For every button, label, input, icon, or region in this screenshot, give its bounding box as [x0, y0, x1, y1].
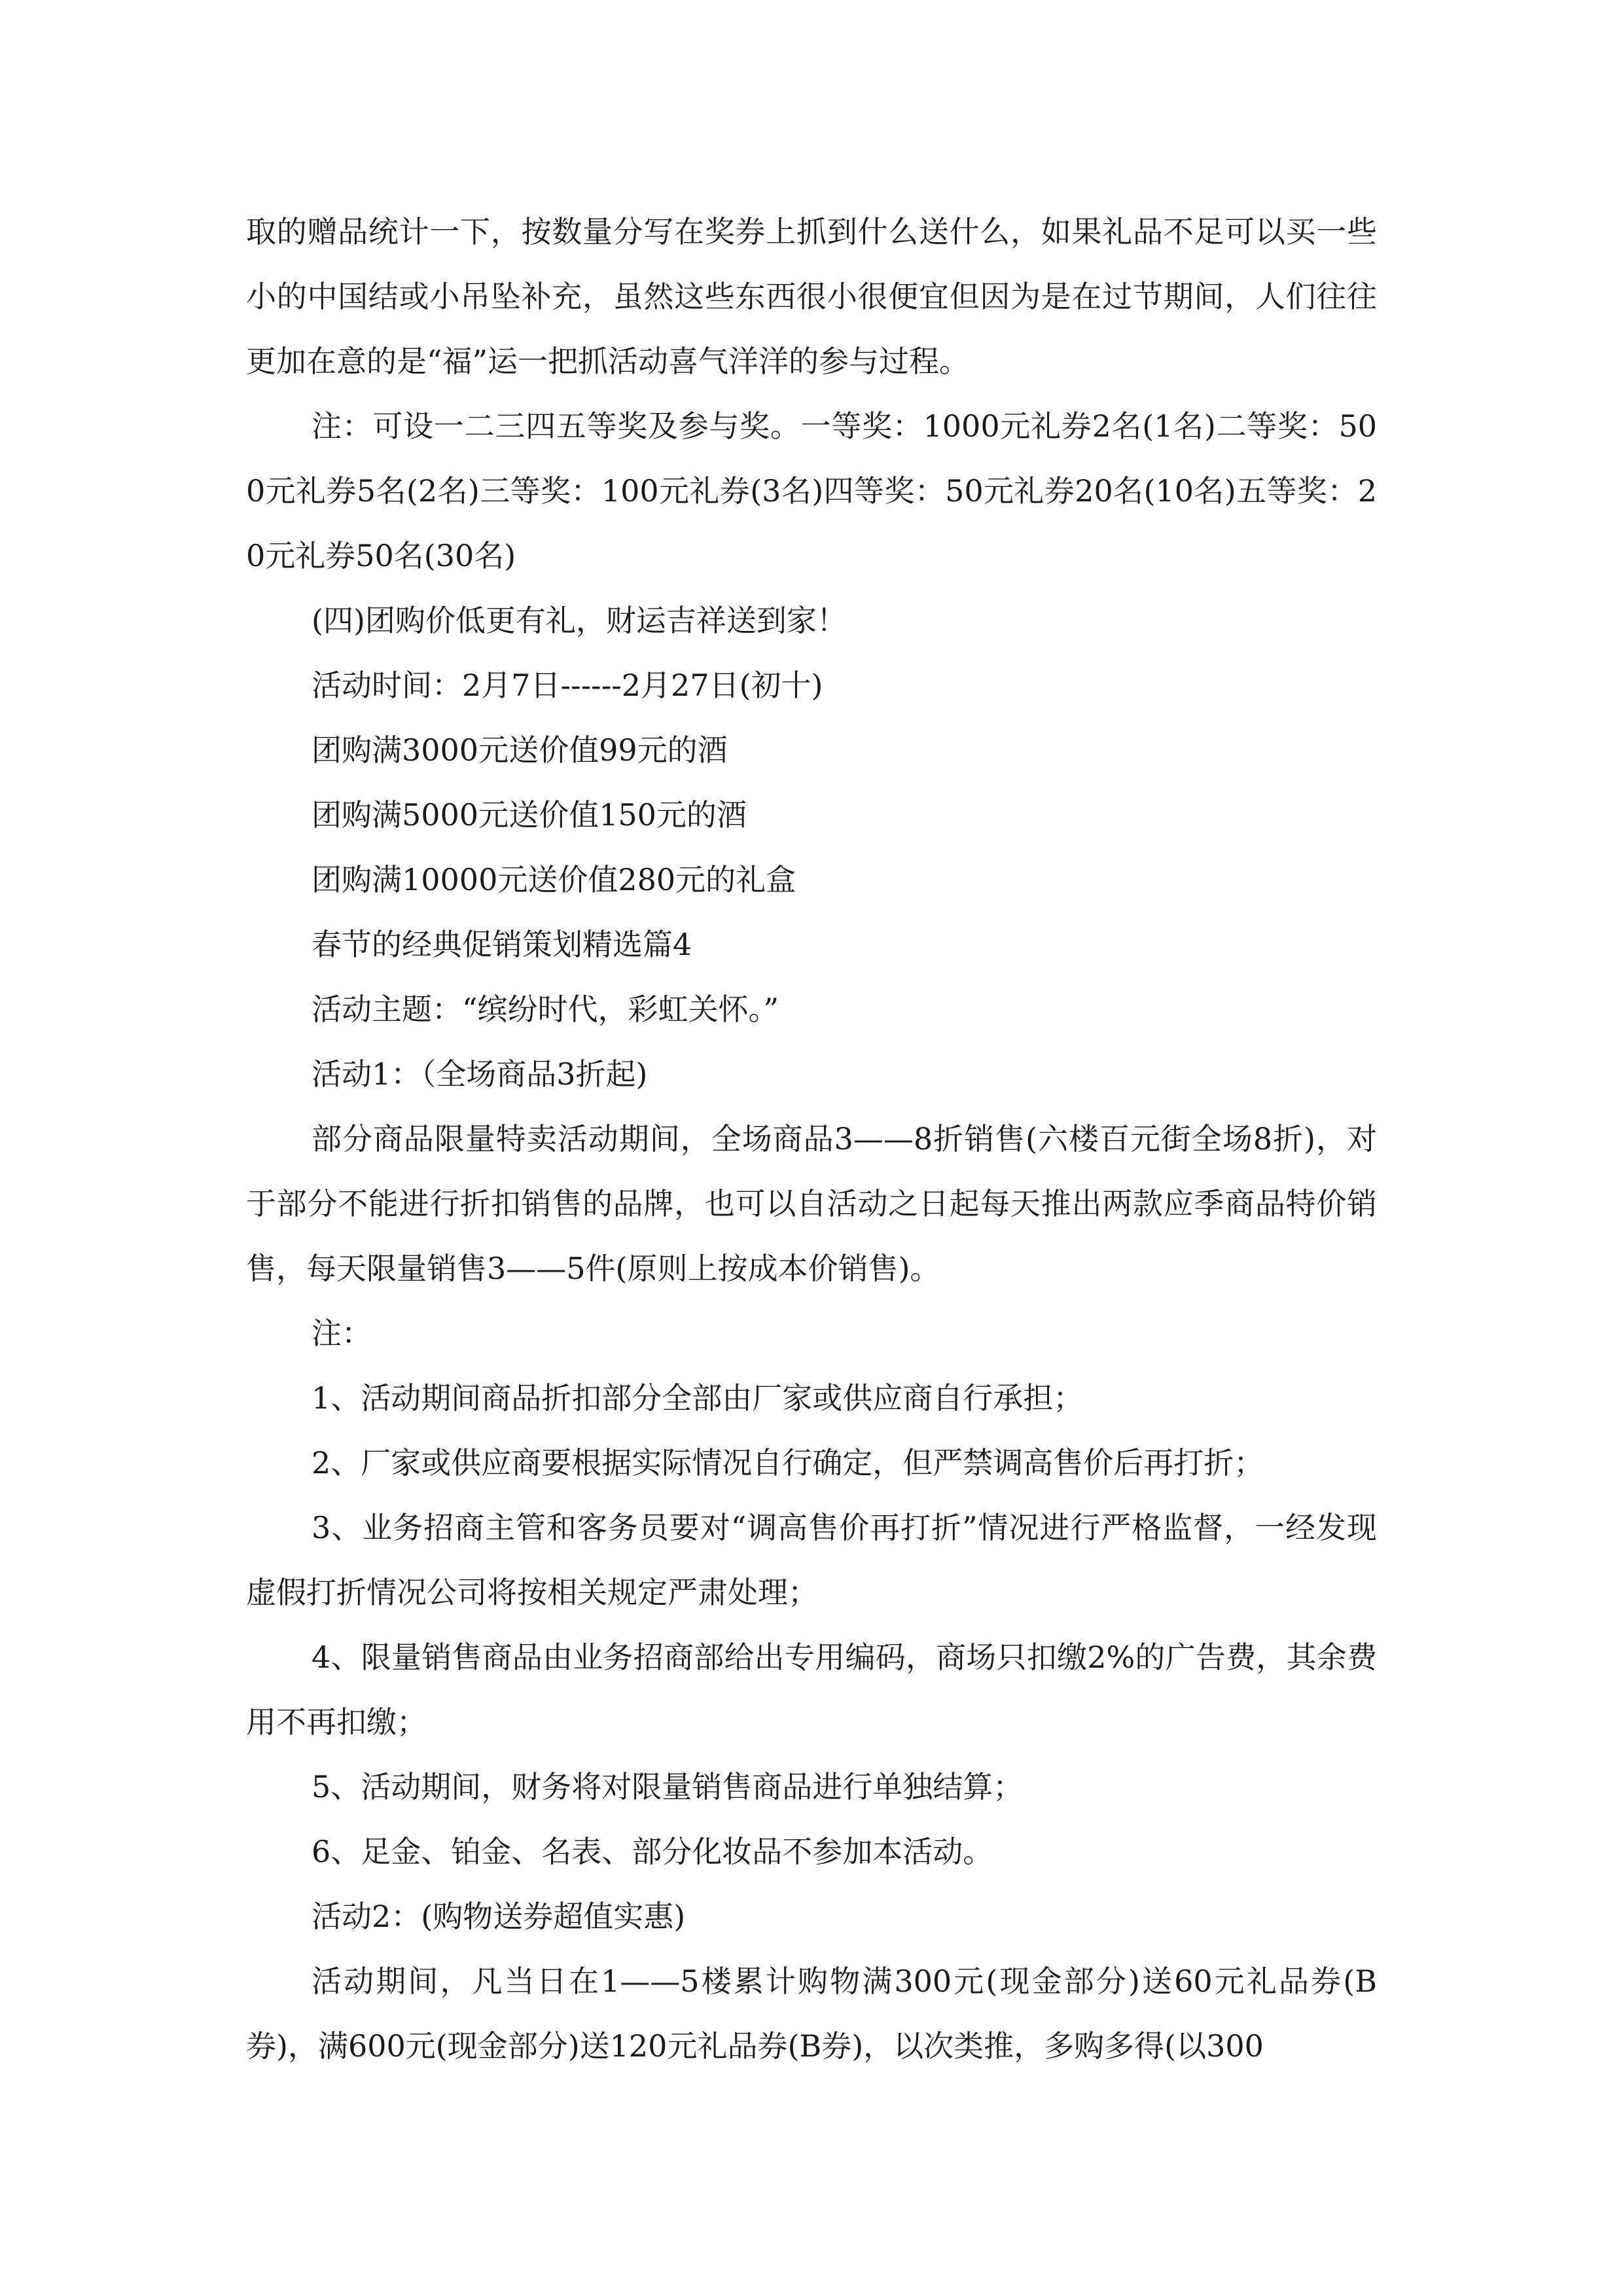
paragraph-activity-2-heading: 活动2：(购物送券超值实惠) [312, 1899, 686, 1934]
paragraph-activity-theme: 活动主题：“缤纷时代，彩虹关怀。” [312, 992, 779, 1027]
paragraph-group-buy-5000: 团购满5000元送价值150元的酒 [312, 797, 747, 833]
paragraph-activity-1-heading: 活动1：（全场商品3折起) [312, 1056, 648, 1092]
list-item-note-2: 2、厂家或供应商要根据实际情况自行确定，但严禁调高售价后再打折； [312, 1445, 1264, 1480]
list-item-note-4: 4、限量销售商品由业务招商部给出专用编码，商场只扣缴2%的广告费，其余费用不再扣缴； [246, 1640, 1377, 1740]
paragraph-activity-time: 活动时间：2月7日------2月27日(初十) [312, 668, 823, 703]
paragraph-group-buy-3000: 团购满3000元送价值99元的酒 [312, 732, 728, 768]
paragraph-gift-stats: 取的赠品统计一下，按数量分写在奖券上抓到什么送什么，如果礼品不足可以买一些小的中国结或小吊坠补充，虽然这些东西很小很便宜但因为是在过节期间，人们往往更加在意的是“福”运一把抓活动喜气洋洋的参与过程。 [246, 214, 1377, 379]
list-item-note-5: 5、活动期间，财务将对限量销售商品进行单独结算； [312, 1769, 1024, 1804]
paragraph-prize-note: 注：可设一二三四五等奖及参与奖。一等奖：1000元礼券2名(1名)二等奖：500元礼券5名(2名)三等奖：100元礼券(3名)四等奖：50元礼券20名(10名)五等奖：20元礼券50名(30名) [246, 408, 1377, 573]
paragraph-group-buy-heading: (四)团购价低更有礼，财运吉祥送到家！ [312, 603, 847, 638]
paragraph-group-buy-10000: 团购满10000元送价值280元的礼盒 [312, 862, 796, 897]
document-page [246, 200, 1377, 2079]
list-item-note-1: 1、活动期间商品折扣部分全部由厂家或供应商自行承担； [312, 1380, 1084, 1416]
paragraph-coupon-offer: 活动期间，凡当日在1——5楼累计购物满300元(现金部分)送60元礼品券(B券)，满600元(现金部分)送120元礼品券(B券)，以次类推，多购多得(以300 [246, 1964, 1377, 2064]
paragraph-limited-sale: 部分商品限量特卖活动期间，全场商品3——8折销售(六楼百元街全场8折)，对于部分不能进行折扣销售的品牌，也可以自活动之日起每天推出两款应季商品特价销售，每天限量销售3——5件(原则上按成本价销售)。 [246, 1121, 1377, 1286]
list-item-note-3: 3、业务招商主管和客务员要对“调高售价再打折”情况进行严格监督，一经发现虚假打折情况公司将按相关规定严肃处理； [246, 1510, 1377, 1610]
section-title-part4: 春节的经典促销策划精选篇4 [312, 927, 692, 962]
list-item-note-6: 6、足金、铂金、名表、部分化妆品不参加本活动。 [312, 1834, 993, 1869]
paragraph-note-label: 注： [312, 1316, 372, 1351]
